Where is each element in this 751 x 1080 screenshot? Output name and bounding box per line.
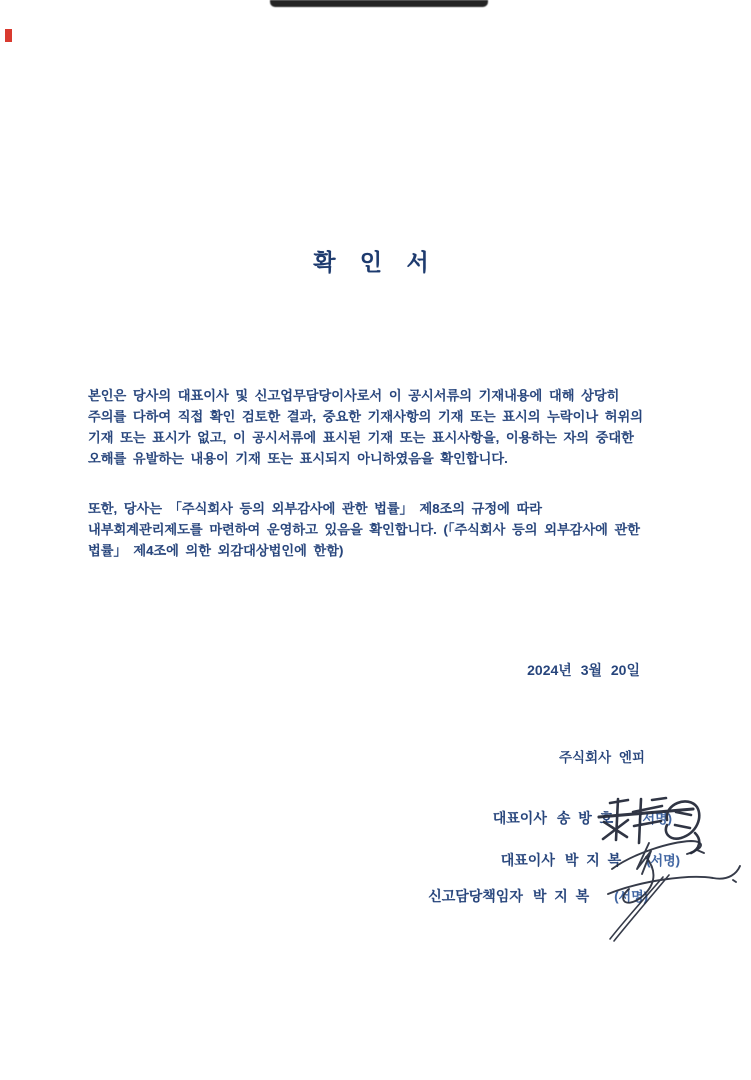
signer-role: 대표이사 (500, 852, 555, 868)
paragraph-line: 법률」 제4조에 의한 외감대상법인에 한함) (88, 543, 344, 558)
seal-label: (서명) (614, 889, 648, 904)
signer-name: 박 지 복 (564, 852, 624, 868)
seal-label: (서명) (646, 853, 680, 868)
company-name: 주식회사 엔피 (559, 750, 645, 765)
paragraph-line: 주의를 다하여 직접 확인 검토한 결과, 중요한 기재사항의 기재 또는 표시의 누락이나 허위의 (88, 409, 643, 424)
document-date: 2024년 3월 20일 (527, 662, 640, 678)
paragraph-line: 또한, 당사는 「주식회사 등의 외부감사에 관한 법률」 제8조의 규정에 따라 (88, 501, 543, 516)
signer-role: 대표이사 (492, 810, 547, 826)
document-title: 확 인 서 (313, 249, 438, 275)
scanner-edge-bar (270, 0, 488, 7)
seal-label: (서명) (638, 811, 672, 826)
signer-role: 신고담당책임자 (428, 888, 523, 904)
paragraph-disclosure-confirmation (88, 385, 643, 469)
signature-row-ceo-song (493, 808, 672, 828)
signature-row-ceo-park (501, 850, 680, 870)
signature-row-filing-officer-park (428, 886, 648, 906)
paragraph-line: 내부회계관리제도를 마련하여 운영하고 있음을 확인합니다. (「주식회사 등의 외부감사에 관한 (88, 522, 641, 537)
paragraph-line: 본인은 당사의 대표이사 및 신고업무담당이사로서 이 공시서류의 기재내용에 대해 상당히 (88, 388, 620, 403)
signer-name: 박 지 복 (532, 888, 592, 904)
red-corner-mark (5, 29, 12, 42)
paragraph-line: 오해를 유발하는 내용이 기재 또는 표시되지 아니하였음을 확인합니다. (88, 451, 508, 466)
paragraph-line: 기재 또는 표시가 없고, 이 공시서류에 표시된 기재 또는 표시사항을, 이용하는 자의 중대한 (88, 430, 634, 445)
paragraph-internal-control (88, 498, 640, 561)
signer-name: 송 방 호 (556, 810, 616, 826)
